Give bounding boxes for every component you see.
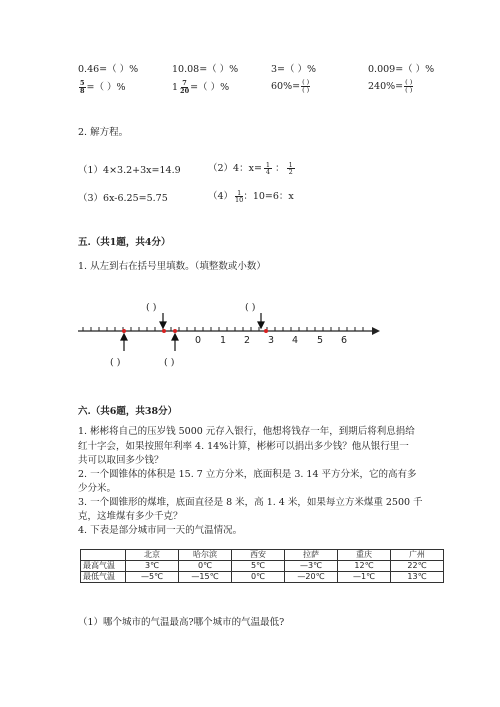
table-header-cell: 西安	[232, 550, 285, 561]
problem-1-line-1: 1. 彬彬将自己的压岁钱 5000 元存入银行，他想将钱存一年，到期后将利息捐给	[78, 426, 415, 437]
section6-title: 六.（共6题，共38分）	[78, 406, 178, 417]
table-cell: 12℃	[338, 561, 391, 572]
tick-label-5: 5	[317, 335, 324, 346]
table-header-cell: 哈尔滨	[179, 550, 232, 561]
row-label: 最低气温	[81, 572, 126, 583]
blank-fraction: $\frac{( )}{( )}$	[302, 78, 310, 94]
point-marker	[162, 329, 166, 333]
tick-label-0: 0	[195, 335, 202, 346]
down-arrow-icon	[160, 313, 166, 328]
answer-blank[interactable]: ( )	[245, 302, 256, 313]
table-cell: 3℃	[126, 561, 179, 572]
problem-1-line-3: 共可以取回多少钱？	[78, 455, 164, 466]
conversion-4: 0.009=（ ）%	[368, 64, 435, 75]
table-cell: 5℃	[232, 561, 285, 572]
point-marker	[264, 329, 268, 333]
equation-2: （2）4：x= $\frac{1}{4}$ ： $\frac{1}{2}$	[208, 161, 293, 176]
answer-blank[interactable]: ( )	[146, 302, 157, 313]
conversion-8: 240%= $\frac{( )}{( )}$	[368, 78, 413, 94]
equation-1: （1）4×3.2+3x=14.9	[78, 165, 181, 176]
table-row	[81, 572, 444, 583]
problem-1-line-2: 红十字会，如果按照年利率 4. 14%计算，彬彬可以捐出多少钱？他从银行里一	[78, 441, 409, 452]
table-cell: —3℃	[285, 561, 338, 572]
table-header-cell: 拉萨	[285, 550, 338, 561]
table-cell: —20℃	[285, 572, 338, 583]
problem-4: 4. 下表是部分城市同一天的气温情况。	[78, 525, 243, 536]
equation-3: （3）6x-6.25=5.75	[78, 193, 168, 204]
table-cell: —1℃	[338, 572, 391, 583]
table-header-cell: 北京	[126, 550, 179, 561]
down-arrow-icon	[258, 313, 264, 328]
section5-q1: 1. 从左到右在括号里填数。（填整数或小数）	[78, 261, 266, 272]
sub-question-1: （1）哪个城市的气温最高?哪个城市的气温最低?	[78, 617, 285, 628]
tick-label-1: 1	[220, 335, 227, 346]
conversion-5: $\frac{5}{8}$ =（ ）%	[80, 79, 126, 95]
table-cell: 22℃	[391, 561, 444, 572]
conversion-6: 1 $\frac{7}{20}$ =（ ）%	[172, 79, 230, 95]
conversion-3: 3=（ ）%	[271, 64, 317, 75]
table-header-row	[81, 550, 444, 561]
tick-label-2: 2	[244, 335, 251, 346]
up-arrow-icon	[172, 334, 178, 351]
tick-label-6: 6	[341, 335, 348, 346]
problem-3-line-2: 克，这堆煤有多少千克？	[78, 511, 183, 522]
q2-title: 2. 解方程。	[78, 127, 129, 138]
up-arrow-icon	[121, 334, 127, 351]
conversion-2: 10.08=（ ）%	[172, 64, 239, 75]
blank-fraction: $\frac{( )}{( )}$	[405, 78, 413, 94]
fraction: $\frac{5}{8}$	[80, 79, 85, 95]
answer-blank[interactable]: ( )	[110, 357, 121, 368]
temperature-table	[80, 549, 444, 583]
mixed-number: 1 $\frac{7}{20}$	[172, 79, 190, 95]
point-marker	[173, 329, 177, 333]
table-cell: 13℃	[391, 572, 444, 583]
conversion-1: 0.46=（ ）%	[78, 64, 139, 75]
table-cell: 0℃	[232, 572, 285, 583]
problem-2-line-2: 少分米。	[78, 483, 117, 494]
table-cell: —15℃	[179, 572, 232, 583]
problem-2-line-1: 2. 一个圆锥体的体积是 15. 7 立方分米，底面积是 3. 14 平方分米，它的高有多	[78, 469, 417, 480]
point-marker	[122, 329, 126, 333]
row-label: 最高气温	[81, 561, 126, 572]
section5-title: 五.（共1题，共4分）	[78, 237, 171, 248]
tick-label-4: 4	[292, 335, 299, 346]
table-cell: 0℃	[179, 561, 232, 572]
tick-label-3: 3	[268, 335, 275, 346]
table-header-cell: 重庆	[338, 550, 391, 561]
arrowhead-icon	[372, 327, 380, 335]
equation-4: （4） $\frac{1}{10}$ ：10=6：x	[208, 189, 294, 204]
problem-3-line-1: 3. 一个圆锥形的煤堆，底面直径是 8 米，高 1. 4 米，如果每立方米煤重 2500 千	[78, 497, 423, 508]
conversion-7: 60%= $\frac{( )}{( )}$	[271, 78, 310, 94]
table-cell: —5℃	[126, 572, 179, 583]
table-row	[81, 561, 444, 572]
table-header-cell: 广州	[391, 550, 444, 561]
answer-blank[interactable]: ( )	[164, 357, 175, 368]
